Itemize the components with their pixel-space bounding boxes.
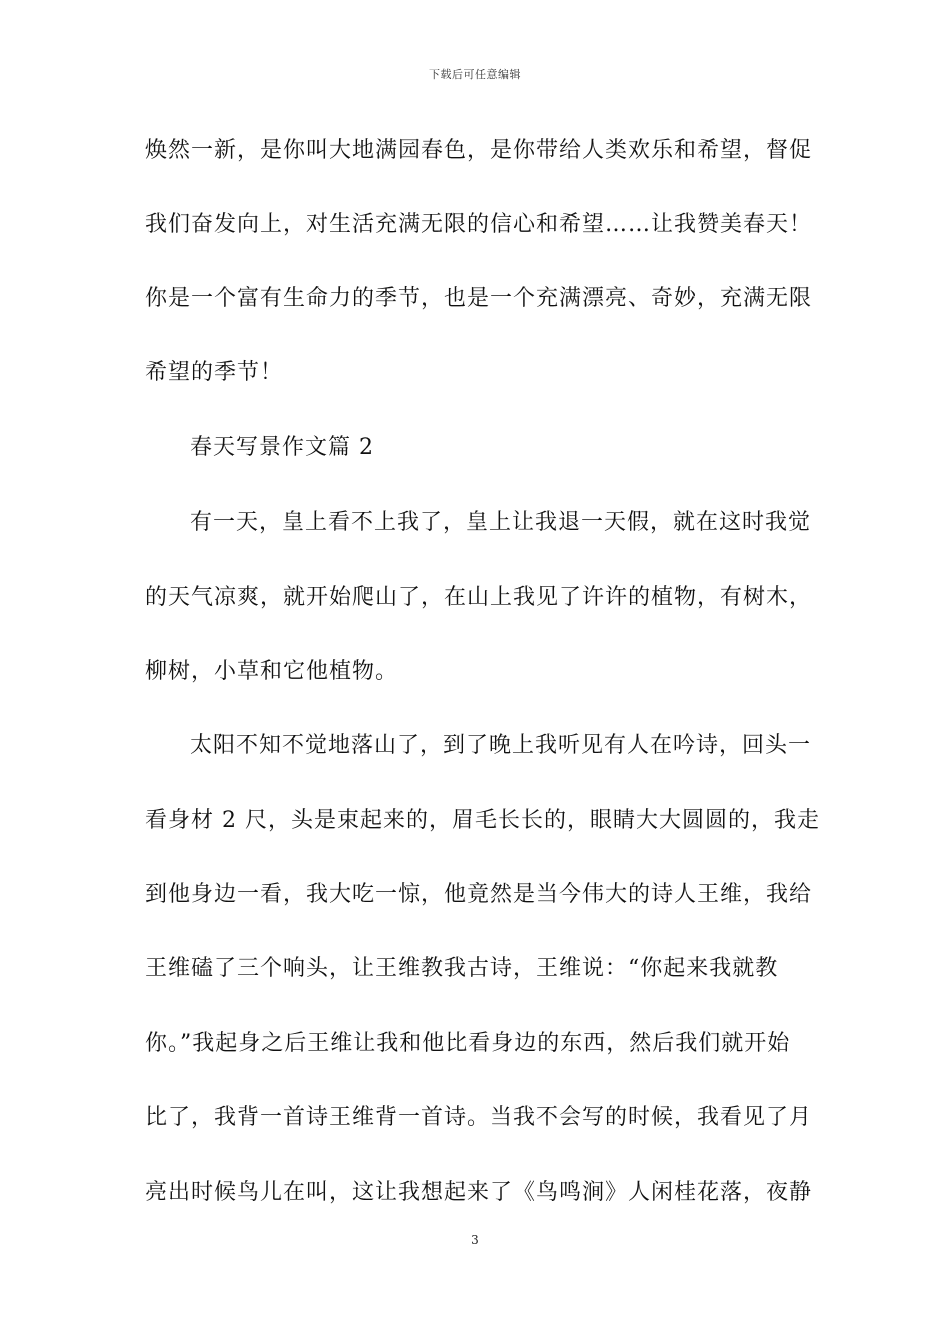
text-line: 亮出时候鸟儿在叫，这让我想起来了《鸟鸣涧》人闲桂花落，夜静 (145, 1180, 813, 1205)
text-line: 焕然一新，是你叫大地满园春色，是你带给人类欢乐和希望，督促 (145, 138, 813, 163)
page-number: 3 (471, 1233, 479, 1247)
text-line: 柳树，小草和它他植物。 (145, 659, 399, 684)
paragraph-start-line: 太阳不知不觉地落山了，到了晚上我听见有人在吟诗，回头一 (190, 733, 812, 758)
paragraph-start-line: 有一天，皇上看不上我了，皇上让我退一天假，就在这时我觉 (190, 510, 812, 535)
text-line: 王维磕了三个响头，让王维教我古诗，王维说：“你起来我就教 (145, 956, 779, 981)
text-line: 到他身边一看，我大吃一惊，他竟然是当今伟大的诗人王维，我给 (145, 882, 813, 907)
text-line: 你。”我起身之后王维让我和他比看身边的东西，然后我们就开始 (145, 1031, 791, 1056)
text-line: 的天气凉爽，就开始爬山了，在山上我见了许许的植物，有树木， (145, 585, 813, 610)
text-line: 你是一个富有生命力的季节，也是一个充满漂亮、奇妙，充满无限 (145, 286, 813, 311)
text-line: 希望的季节！ (145, 360, 284, 385)
page-header: 下载后可任意编辑 (429, 68, 521, 81)
text-line: 比了，我背一首诗王维背一首诗。当我不会写的时候，我看见了月 (145, 1105, 813, 1130)
section-heading: 春天写景作文篇 2 (190, 435, 374, 460)
text-line: 看身材 2 尺，头是束起来的，眉毛长长的，眼睛大大圆圆的，我走 (145, 808, 820, 833)
text-line: 我们奋发向上，对生活充满无限的信心和希望……让我赞美春天！ (145, 212, 813, 237)
